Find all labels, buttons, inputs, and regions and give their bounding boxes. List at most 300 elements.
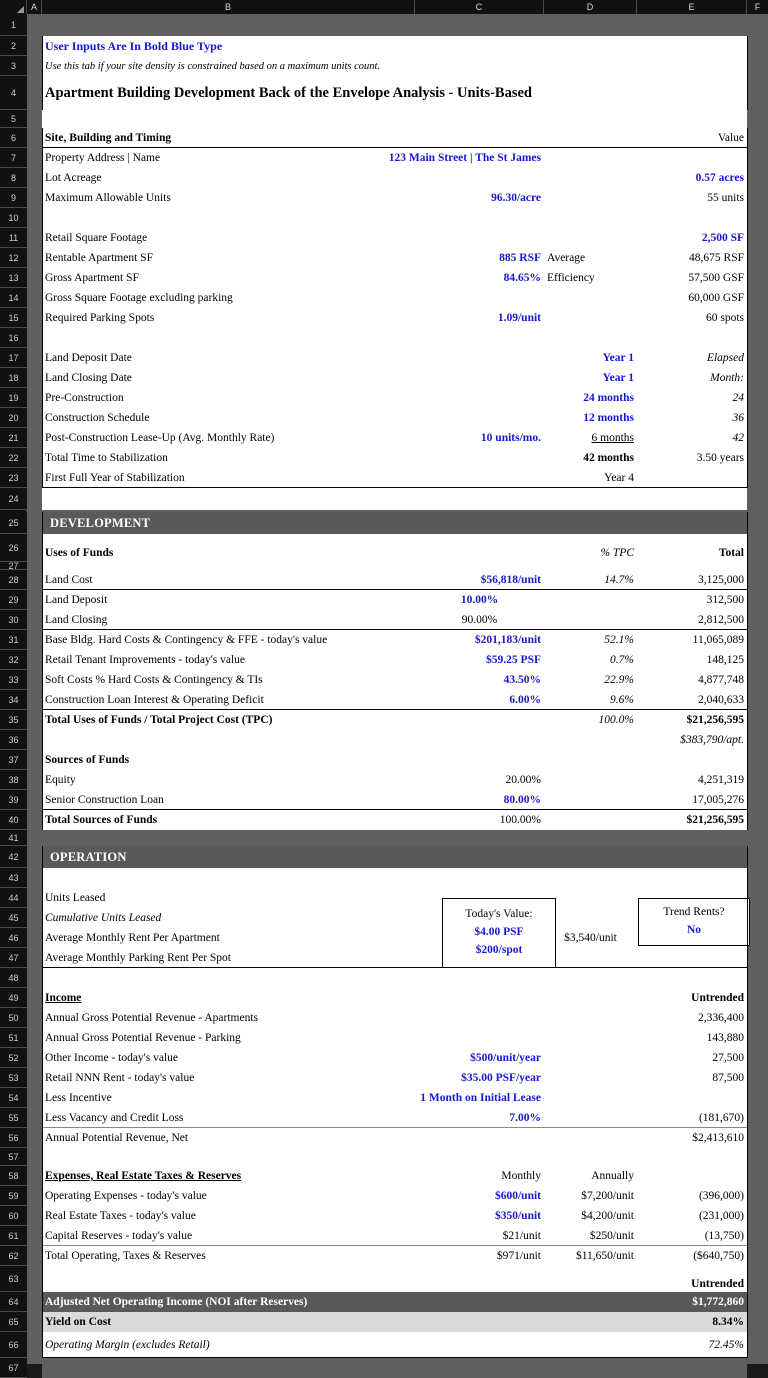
- value-taxes-total: (231,000): [698, 1210, 744, 1222]
- row-9: [42, 188, 747, 208]
- row-35-total-uses: [42, 710, 747, 730]
- row-37: [42, 750, 747, 770]
- row-50: [42, 1008, 747, 1028]
- site-section-header: Site, Building and Timing: [45, 131, 172, 144]
- row-header-51[interactable]: 51: [0, 1028, 27, 1048]
- row-64-noi: [42, 1292, 747, 1312]
- row-65-yield-on-cost: [42, 1312, 747, 1332]
- row-header-7[interactable]: 7: [0, 148, 27, 168]
- pct-construction-loan-interest: 9.6%: [610, 693, 634, 706]
- todays-value-box[interactable]: [442, 898, 556, 968]
- value-land-closing-date[interactable]: Year 1: [602, 372, 634, 384]
- row-header-42[interactable]: 42: [0, 846, 27, 868]
- value-construction-schedule[interactable]: 12 months: [583, 412, 634, 424]
- elapsed-lease-up: 42: [732, 432, 744, 444]
- row-62: [42, 1246, 747, 1266]
- pane-border-right-op: [747, 846, 748, 1358]
- label-construction-schedule: Construction Schedule: [45, 412, 150, 424]
- todays-value-parking[interactable]: $200/spot: [475, 943, 523, 956]
- row-header-57[interactable]: 57: [0, 1148, 27, 1166]
- total-equity: 4,251,319: [698, 774, 744, 786]
- total-land-deposit: 312,500: [706, 594, 744, 606]
- row-header-35[interactable]: 35: [0, 710, 27, 730]
- row-header-36[interactable]: 36: [0, 730, 27, 750]
- value-construction-loan-rate[interactable]: 6.00%: [509, 693, 541, 706]
- row-3: [42, 56, 747, 76]
- label-adjusted-noi: Adjusted Net Operating Income (NOI after Reserves): [45, 1296, 308, 1308]
- row-43: [42, 868, 747, 888]
- value-operating-margin: 72.45%: [708, 1338, 744, 1351]
- label-retail-ti: Retail Tenant Improvements - today's value: [45, 654, 246, 666]
- row-header-27[interactable]: 27: [0, 562, 27, 570]
- value-avg-rsf[interactable]: 885 RSF: [499, 252, 541, 264]
- row-header-45[interactable]: 45: [0, 908, 27, 928]
- row-header-44[interactable]: 44: [0, 888, 27, 908]
- value-reserves-annually: $250/unit: [589, 1229, 634, 1242]
- pane-border-right-notes: [747, 36, 748, 110]
- row-header-17[interactable]: 17: [0, 348, 27, 368]
- row-header-61[interactable]: 61: [0, 1226, 27, 1246]
- row-header-20[interactable]: 20: [0, 408, 27, 428]
- label-rentable-apartment-sf: Rentable Apartment SF: [45, 252, 153, 264]
- row-header-30[interactable]: 30: [0, 610, 27, 630]
- row-header-50[interactable]: 50: [0, 1008, 27, 1028]
- select-all-corner[interactable]: [0, 0, 27, 14]
- row-66-operating-margin: [42, 1332, 747, 1358]
- value-gross-apartment-sf: 57,500 GSF: [688, 272, 744, 284]
- pane-border-dev-block: [42, 512, 43, 830]
- row-26-uses-header: [42, 534, 747, 562]
- column-header-b[interactable]: B: [42, 0, 415, 14]
- row-51: [42, 1028, 747, 1048]
- value-less-vacancy: (181,670): [698, 1111, 744, 1124]
- label-total-time-stabilization: Total Time to Stabilization: [45, 452, 168, 464]
- row-header-28[interactable]: 28: [0, 570, 27, 590]
- pct-soft-costs: 22.9%: [604, 674, 634, 686]
- label-first-full-year: First Full Year of Stabilization: [45, 471, 185, 484]
- label-elapsed-month: Month:: [710, 372, 744, 384]
- value-land-deposit-date[interactable]: Year 1: [602, 352, 634, 364]
- column-header-f[interactable]: F: [747, 0, 768, 14]
- value-vacancy-pct[interactable]: 7.00%: [509, 1111, 541, 1124]
- row-11: [42, 228, 747, 248]
- monthly-header: Monthly: [501, 1170, 541, 1182]
- label-land-closing: Land Closing: [45, 613, 108, 626]
- value-retail-nnn-rate[interactable]: $35.00 PSF/year: [461, 1072, 541, 1084]
- row-header-34[interactable]: 34: [0, 690, 27, 710]
- label-retail-sf: Retail Square Footage: [45, 232, 148, 244]
- operation-band-label: OPERATION: [50, 849, 127, 864]
- label-max-allowable-units: Maximum Allowable Units: [45, 192, 171, 204]
- pct-total-uses: 100.0%: [598, 714, 634, 726]
- row-header-10[interactable]: 10: [0, 208, 27, 228]
- value-reserves-monthly: $21/unit: [502, 1229, 541, 1242]
- value-total-annually: $11,650/unit: [575, 1250, 634, 1262]
- suffix-efficiency: Efficiency: [547, 272, 595, 284]
- row-22: [42, 448, 747, 468]
- row-48: [42, 968, 747, 988]
- value-lease-up-rate[interactable]: 10 units/mo.: [480, 432, 541, 444]
- row-header-2[interactable]: 2: [0, 36, 27, 56]
- row-63: [42, 1266, 747, 1292]
- row-31: [42, 630, 747, 650]
- row-header-11[interactable]: 11: [0, 228, 27, 248]
- row-header-39[interactable]: 39: [0, 790, 27, 810]
- pane-border-notes-block: [42, 36, 43, 110]
- label-total-operating-taxes-reserves: Total Operating, Taxes & Reserves: [45, 1250, 206, 1262]
- row-39: [42, 790, 747, 810]
- value-lot-acreage[interactable]: 0.57 acres: [695, 172, 744, 184]
- label-soft-costs: Soft Costs % Hard Costs & Contingency & TIs: [45, 674, 263, 686]
- pane-border-top-block: [42, 128, 43, 488]
- row-29: [42, 590, 747, 610]
- row-58-expenses-header: [42, 1166, 747, 1186]
- pct-land-cost: 14.7%: [604, 573, 634, 586]
- label-operating-expenses: Operating Expenses - today's value: [45, 1190, 207, 1202]
- uses-of-funds-header: Uses of Funds: [45, 547, 114, 559]
- row-16: [42, 328, 747, 348]
- row-header-26[interactable]: 26: [0, 534, 27, 562]
- development-band-label: DEVELOPMENT: [50, 515, 151, 530]
- pct-hard-costs: 52.1%: [604, 634, 634, 646]
- total-hard-costs: 11,065,089: [692, 634, 744, 646]
- label-annual-potential-revenue-net: Annual Potential Revenue, Net: [45, 1132, 189, 1144]
- row-header-4[interactable]: 4: [0, 76, 27, 110]
- label-base-hard-costs: Base Bldg. Hard Costs & Contingency & FFE - today's value: [45, 634, 328, 646]
- row-header-55[interactable]: 55: [0, 1108, 27, 1128]
- row-header-58[interactable]: 58: [0, 1166, 27, 1186]
- income-untrended-header: Untrended: [691, 992, 744, 1004]
- row-header-21[interactable]: 21: [0, 428, 27, 448]
- user-inputs-note: User Inputs Are In Bold Blue Type: [45, 38, 223, 53]
- label-lease-up: Post-Construction Lease-Up (Avg. Monthly Rate): [45, 432, 275, 444]
- label-senior-construction-loan: Senior Construction Loan: [45, 793, 164, 806]
- row-header-40[interactable]: 40: [0, 810, 27, 830]
- row-header-13[interactable]: 13: [0, 268, 27, 288]
- value-retail-nnn-rent: 87,500: [712, 1072, 744, 1084]
- value-opex-annually: $7,200/unit: [581, 1190, 634, 1202]
- value-pre-construction[interactable]: 24 months: [583, 392, 634, 404]
- value-annual-potential-revenue-net: $2,413,610: [692, 1132, 744, 1144]
- row-21: [42, 428, 747, 448]
- elapsed-construction: 36: [732, 412, 744, 424]
- row-6-site-header: [42, 128, 747, 148]
- row-header-9[interactable]: 9: [0, 188, 27, 208]
- row-33: [42, 670, 747, 690]
- annually-header: Annually: [591, 1170, 634, 1182]
- total-uses-value: $21,256,595: [686, 714, 744, 726]
- total-sources-value: $21,256,595: [686, 814, 744, 826]
- row-13: [42, 268, 747, 288]
- row-23: [42, 468, 747, 488]
- label-less-incentive: Less Incentive: [45, 1092, 112, 1104]
- row-15: [42, 308, 747, 328]
- row-header-65[interactable]: 65: [0, 1312, 27, 1332]
- label-capital-reserves: Capital Reserves - today's value: [45, 1229, 193, 1242]
- label-other-income: Other Income - today's value: [45, 1052, 178, 1064]
- label-avg-monthly-rent-apartment: Average Monthly Rent Per Apartment: [45, 932, 220, 944]
- row-header-59[interactable]: 59: [0, 1186, 27, 1206]
- row-41: [42, 830, 747, 846]
- label-elapsed: Elapsed: [706, 352, 744, 364]
- row-header-12[interactable]: 12: [0, 248, 27, 268]
- row-2: [42, 36, 747, 56]
- row-24: [42, 488, 747, 510]
- value-total-sources-pct: 100.00%: [499, 814, 541, 826]
- value-lease-up-months: 6 months: [591, 432, 634, 444]
- row-header-37[interactable]: 37: [0, 750, 27, 770]
- pct-tpc-header: % TPC: [600, 547, 634, 559]
- expenses-section-header: Expenses, Real Estate Taxes & Reserves: [45, 1170, 242, 1182]
- value-adjusted-noi: $1,772,860: [692, 1296, 744, 1308]
- suffix-average: Average: [547, 252, 586, 264]
- todays-value-psf[interactable]: $4.00 PSF: [474, 926, 524, 939]
- row-header-15[interactable]: 15: [0, 308, 27, 328]
- value-land-deposit-pct[interactable]: 10.00%: [460, 594, 499, 606]
- value-other-income: 27,500: [712, 1052, 744, 1064]
- row-36: [42, 730, 747, 750]
- value-reserves-total: (13,750): [704, 1229, 744, 1242]
- value-required-parking-spots: 60 spots: [705, 312, 744, 324]
- pane-border-right-dev: [747, 512, 748, 830]
- row-header-31[interactable]: 31: [0, 630, 27, 650]
- row-header-8[interactable]: 8: [0, 168, 27, 188]
- pct-retail-ti: 0.7%: [610, 654, 634, 666]
- column-a-strip: [27, 14, 42, 1364]
- label-land-cost: Land Cost: [45, 573, 93, 586]
- row-header-48[interactable]: 48: [0, 968, 27, 988]
- row-55: [42, 1108, 747, 1128]
- label-less-vacancy: Less Vacancy and Credit Loss: [45, 1111, 184, 1124]
- value-total-expenses: ($640,750): [693, 1250, 744, 1262]
- row-header-43[interactable]: 43: [0, 868, 27, 888]
- label-gpr-parking: Annual Gross Potential Revenue - Parking: [45, 1032, 241, 1044]
- label-gpr-apartments: Annual Gross Potential Revenue - Apartments: [45, 1012, 259, 1024]
- value-total-years-stabilization: 3.50 years: [696, 452, 744, 464]
- row-30: [42, 610, 747, 630]
- row-56: [42, 1128, 747, 1148]
- elapsed-pre-construction: 24: [732, 392, 744, 404]
- label-cumulative-units-leased: Cumulative Units Leased: [45, 912, 162, 924]
- trend-rents-box[interactable]: [638, 898, 750, 946]
- total-soft-costs: 4,877,748: [698, 674, 744, 686]
- row-header-14[interactable]: 14: [0, 288, 27, 308]
- row-19: [42, 388, 747, 408]
- select-all-triangle-icon: [17, 6, 24, 13]
- value-taxes-annually: $4,200/unit: [581, 1210, 634, 1222]
- row-4: [42, 76, 747, 110]
- value-property-address[interactable]: 123 Main Street | The St James: [388, 152, 541, 164]
- label-yield-on-cost: Yield on Cost: [45, 1316, 112, 1328]
- row-header-60[interactable]: 60: [0, 1206, 27, 1226]
- value-gpr-apartments: 2,336,400: [698, 1012, 744, 1024]
- label-real-estate-taxes: Real Estate Taxes - today's value: [45, 1210, 196, 1222]
- row-header-24[interactable]: 24: [0, 488, 27, 510]
- value-opex-monthly[interactable]: $600/unit: [494, 1190, 541, 1202]
- row-header-63[interactable]: 63: [0, 1266, 27, 1292]
- row-header-67[interactable]: 67: [0, 1358, 27, 1378]
- total-land-cost: 3,125,000: [698, 573, 744, 586]
- row-header-33[interactable]: 33: [0, 670, 27, 690]
- sources-of-funds-header: Sources of Funds: [45, 754, 130, 766]
- column-header-e[interactable]: E: [637, 0, 747, 14]
- row-10: [42, 208, 747, 228]
- column-header-c[interactable]: C: [415, 0, 544, 14]
- value-yield-on-cost: 8.34%: [712, 1316, 744, 1328]
- row-28: [42, 570, 747, 590]
- row-47: [42, 948, 747, 968]
- row-header-16[interactable]: 16: [0, 328, 27, 348]
- label-gross-apartment-sf: Gross Apartment SF: [45, 272, 139, 284]
- row-header-64[interactable]: 64: [0, 1292, 27, 1312]
- row-17: [42, 348, 747, 368]
- label-total-uses: Total Uses of Funds / Total Project Cost (TPC): [45, 714, 273, 726]
- section-band-operation: [42, 846, 747, 868]
- row-header-47[interactable]: 47: [0, 948, 27, 968]
- label-property-address: Property Address | Name: [45, 152, 161, 164]
- row-header-52[interactable]: 52: [0, 1048, 27, 1068]
- column-header-a[interactable]: A: [27, 0, 42, 14]
- value-land-closing-pct: 90.00%: [461, 613, 498, 626]
- label-units-leased: Units Leased: [45, 892, 106, 904]
- value-soft-costs-pct[interactable]: 43.50%: [503, 674, 541, 686]
- row-header-5[interactable]: 5: [0, 110, 27, 128]
- label-lot-acreage: Lot Acreage: [45, 172, 102, 184]
- row-34: [42, 690, 747, 710]
- label-avg-monthly-parking-rent: Average Monthly Parking Rent Per Spot: [45, 951, 231, 964]
- trend-rents-value[interactable]: No: [686, 924, 702, 936]
- value-column-header: Value: [717, 131, 744, 144]
- value-equity-pct: 20.00%: [505, 774, 541, 786]
- pane-border-op-block: [42, 846, 43, 1358]
- row-header-32[interactable]: 32: [0, 650, 27, 670]
- row-40-total-sources: [42, 810, 747, 830]
- row-header-25[interactable]: 25: [0, 512, 27, 534]
- row-header-49[interactable]: 49: [0, 988, 27, 1008]
- value-gross-sf-excl-parking: 60,000 GSF: [688, 292, 744, 304]
- label-land-deposit: Land Deposit: [45, 594, 108, 606]
- row-53: [42, 1068, 747, 1088]
- value-opex-total: (396,000): [698, 1190, 744, 1202]
- value-taxes-monthly[interactable]: $350/unit: [494, 1210, 541, 1222]
- row-header-29[interactable]: 29: [0, 590, 27, 610]
- label-land-closing-date: Land Closing Date: [45, 372, 132, 384]
- value-total-monthly: $971/unit: [496, 1250, 541, 1262]
- row-header-66[interactable]: 66: [0, 1332, 27, 1358]
- total-retail-ti: 148,125: [706, 654, 744, 666]
- row-61: [42, 1226, 747, 1246]
- row-header-23[interactable]: 23: [0, 468, 27, 488]
- label-construction-loan-interest: Construction Loan Interest & Operating Deficit: [45, 693, 264, 706]
- value-efficiency-pct[interactable]: 84.65%: [503, 272, 541, 284]
- row-header-6[interactable]: 6: [0, 128, 27, 148]
- row-67: [42, 1358, 747, 1378]
- section-band-development: [42, 512, 747, 534]
- row-7: [42, 148, 747, 168]
- row-header-53[interactable]: 53: [0, 1068, 27, 1088]
- value-first-full-year: Year 4: [604, 471, 634, 484]
- value-parking-ratio[interactable]: 1.09/unit: [497, 312, 541, 324]
- label-pre-construction: Pre-Construction: [45, 392, 124, 404]
- row-header-3[interactable]: 3: [0, 56, 27, 76]
- row-57: [42, 1148, 747, 1166]
- row-header-1[interactable]: 1: [0, 14, 27, 36]
- row-header-41[interactable]: 41: [0, 830, 27, 846]
- row-header-38[interactable]: 38: [0, 770, 27, 790]
- label-operating-margin: Operating Margin (excludes Retail): [45, 1338, 210, 1351]
- label-required-parking: Required Parking Spots: [45, 312, 155, 324]
- value-less-incentive[interactable]: 1 Month on Initial Lease: [420, 1092, 541, 1104]
- value-rent-per-unit: $3,540/unit: [564, 932, 617, 944]
- row-5: [42, 110, 747, 128]
- tab-hint: Use this tab if your site density is constrained based on a maximum units count.: [45, 60, 381, 72]
- value-retail-ti-psf[interactable]: $59.25 PSF: [486, 654, 541, 666]
- total-header: Total: [718, 547, 744, 559]
- total-senior-loan: 17,005,276: [692, 793, 744, 806]
- content-pane: [42, 14, 747, 1364]
- column-header-d[interactable]: D: [544, 0, 637, 14]
- row-20: [42, 408, 747, 428]
- total-land-closing: 2,812,500: [698, 613, 744, 626]
- label-gross-sf-excl-parking: Gross Square Footage excluding parking: [45, 292, 233, 304]
- value-land-cost-per-unit[interactable]: $56,818/unit: [480, 573, 541, 586]
- value-retail-sf[interactable]: 2,500 SF: [701, 232, 744, 244]
- row-14: [42, 288, 747, 308]
- row-27: [42, 562, 747, 570]
- cost-per-apartment: $383,790/apt.: [680, 734, 744, 746]
- value-gpr-parking: 143,880: [706, 1032, 744, 1044]
- summary-untrended-header: Untrended: [691, 1278, 744, 1290]
- row-12: [42, 248, 747, 268]
- trend-rents-header: Trend Rents?: [663, 906, 725, 919]
- label-retail-nnn-rent: Retail NNN Rent - today's value: [45, 1072, 195, 1084]
- income-section-header: Income: [45, 992, 82, 1004]
- value-senior-loan-pct[interactable]: 80.00%: [503, 793, 541, 806]
- row-header-54[interactable]: 54: [0, 1088, 27, 1108]
- todays-value-header: Today's Value:: [465, 908, 533, 921]
- row-18: [42, 368, 747, 388]
- value-rentable-apartment-sf: 48,675 RSF: [689, 252, 744, 264]
- row-49-income-header: [42, 988, 747, 1008]
- total-construction-loan-interest: 2,040,633: [698, 693, 744, 706]
- row-header-56[interactable]: 56: [0, 1128, 27, 1148]
- label-land-deposit-date: Land Deposit Date: [45, 352, 132, 364]
- value-density-per-acre[interactable]: 96.30/acre: [491, 192, 541, 204]
- page-title: Apartment Building Development Back of the Envelope Analysis - Units-Based: [45, 84, 532, 101]
- value-total-time-stabilization: 42 months: [583, 452, 634, 464]
- label-equity: Equity: [45, 774, 76, 786]
- label-total-sources: Total Sources of Funds: [45, 814, 158, 826]
- value-hard-cost-per-unit[interactable]: $201,183/unit: [474, 634, 541, 646]
- row-header-18[interactable]: 18: [0, 368, 27, 388]
- pane-border-right-top: [747, 128, 748, 488]
- row-header-46[interactable]: 46: [0, 928, 27, 948]
- row-8: [42, 168, 747, 188]
- row-38: [42, 770, 747, 790]
- row-header-19[interactable]: 19: [0, 388, 27, 408]
- row-32: [42, 650, 747, 670]
- row-header-62[interactable]: 62: [0, 1246, 27, 1266]
- row-1: [42, 14, 747, 36]
- row-60: [42, 1206, 747, 1226]
- value-max-allowable-units: 55 units: [707, 192, 744, 204]
- row-59: [42, 1186, 747, 1206]
- row-52: [42, 1048, 747, 1068]
- value-other-income-rate[interactable]: $500/unit/year: [470, 1052, 541, 1064]
- grid-body: [27, 14, 768, 1364]
- row-header-22[interactable]: 22: [0, 448, 27, 468]
- row-54: [42, 1088, 747, 1108]
